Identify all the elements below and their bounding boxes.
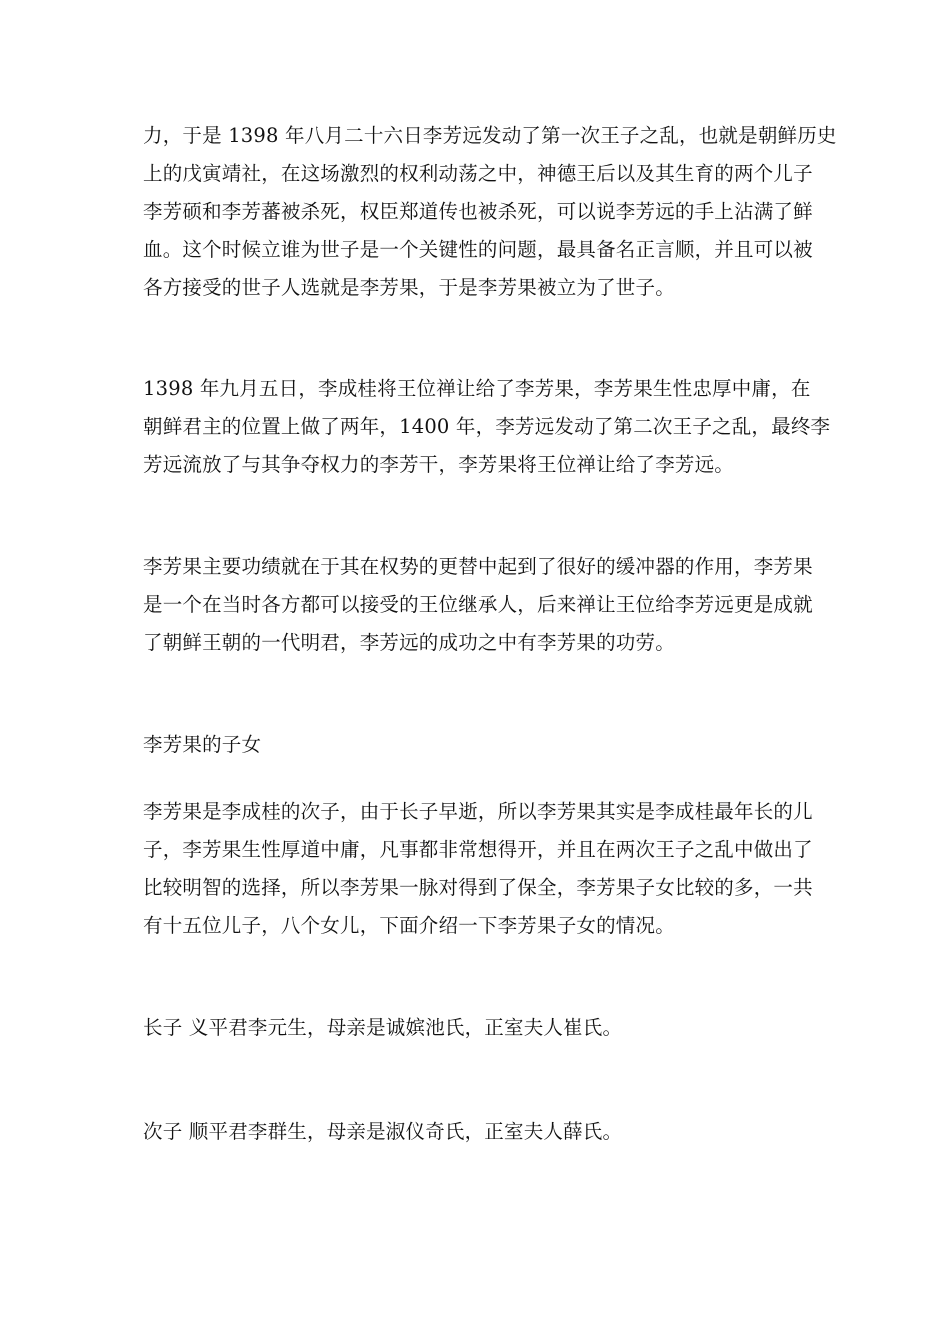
paragraph-5-line-2: 子，李芳果生性厚道中庸，凡事都非常想得开，并且在两次王子之乱中做出了 bbox=[143, 838, 813, 861]
paragraph-2-line-2: 朝鲜君主的位置上做了两年，1400 年，李芳远发动了第二次王子之乱，最终李 bbox=[143, 415, 831, 438]
paragraph-1-line-1: 力，于是 1398 年八月二十六日李芳远发动了第一次王子之乱，也就是朝鲜历史 bbox=[143, 124, 837, 147]
paragraph-1-line-2: 上的戊寅靖社，在这场激烈的权利动荡之中，神德王后以及其生育的两个儿子 bbox=[143, 162, 813, 185]
paragraph-3-line-3: 了朝鲜王朝的一代明君，李芳远的成功之中有李芳果的功劳。 bbox=[143, 631, 675, 654]
second-son-entry: 次子 顺平君李群生，母亲是淑仪奇氏，正室夫人薛氏。 bbox=[143, 1120, 623, 1143]
eldest-son-entry: 长子 义平君李元生，母亲是诚嫔池氏，正室夫人崔氏。 bbox=[143, 1016, 623, 1039]
paragraph-5-line-4: 有十五位儿子，八个女儿，下面介绍一下李芳果子女的情况。 bbox=[143, 914, 675, 937]
paragraph-5-line-1: 李芳果是李成桂的次子，由于长子早逝，所以李芳果其实是李成桂最年长的儿 bbox=[143, 800, 813, 823]
paragraph-3-line-2: 是一个在当时各方都可以接受的王位继承人，后来禅让王位给李芳远更是成就 bbox=[143, 593, 813, 616]
paragraph-2-line-1: 1398 年九月五日，李成桂将王位禅让给了李芳果，李芳果生性忠厚中庸，在 bbox=[143, 377, 811, 400]
paragraph-3-line-1: 李芳果主要功绩就在于其在权势的更替中起到了很好的缓冲器的作用，李芳果 bbox=[143, 555, 813, 578]
paragraph-2-line-3: 芳远流放了与其争夺权力的李芳干，李芳果将王位禅让给了李芳远。 bbox=[143, 453, 735, 476]
paragraph-1-line-3: 李芳硕和李芳蕃被杀死，权臣郑道传也被杀死，可以说李芳远的手上沾满了鲜 bbox=[143, 200, 813, 223]
paragraph-1-line-4: 血。这个时候立谁为世子是一个关键性的问题，最具备名正言顺，并且可以被 bbox=[143, 238, 813, 261]
paragraph-1-line-5: 各方接受的世子人选就是李芳果，于是李芳果被立为了世子。 bbox=[143, 276, 675, 299]
section-heading: 李芳果的子女 bbox=[143, 733, 262, 756]
paragraph-5-line-3: 比较明智的选择，所以李芳果一脉对得到了保全，李芳果子女比较的多，一共 bbox=[143, 876, 813, 899]
